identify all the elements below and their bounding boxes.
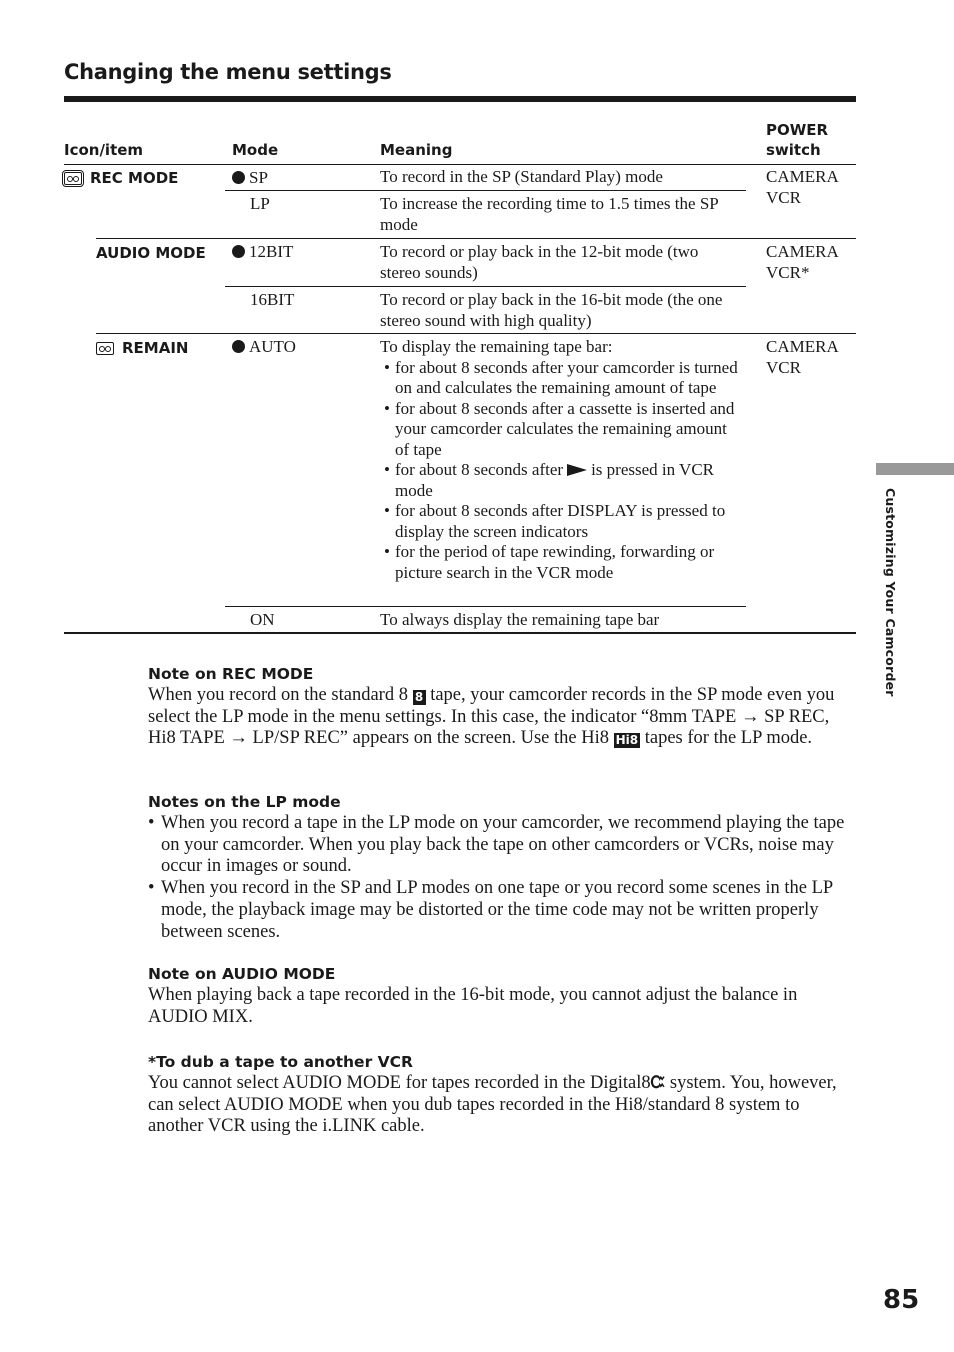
item-rec-mode: REC MODE xyxy=(64,168,178,188)
meaning-16bit: To record or play back in the 16-bit mode (the one stereo sound with high quality) xyxy=(380,290,723,330)
note-text: When you record on the standard 8 8 tape, your camcorder records in the SP mode even you select the LP mode in the menu settings. In this case, the indicator “8mm TAPE → SP REC, Hi8 TAPE → LP/SP REC” appears on the screen. Use the Hi8 Hi8 tapes for the LP mode. xyxy=(148,685,835,749)
note-heading: Note on REC MODE xyxy=(148,665,314,683)
note-lp-mode xyxy=(148,791,858,943)
meaning-auto: To display the remaining tape bar: • for about 8 seconds after your camcorder is turned on and calculates the remaining amount of tape • for about 8 seconds after a cassette is inserted and your camcorder calculates the remaining amount of tape • for about 8 seconds after is pressed in VCR mode • for about 8 seconds after DISPLAY is pressed to display the screen indicators • for the period of tape rewinding, forwarding or picture search in the VCR mode xyxy=(380,337,742,583)
mode-lp: LP xyxy=(250,194,270,213)
list-item: • for about 8 seconds after your camcorder is turned on and calculates the remaining amount of tape xyxy=(380,358,742,399)
note-audio-mode xyxy=(148,963,858,1028)
note-heading: Notes on the LP mode xyxy=(148,793,341,811)
tape-icon xyxy=(64,172,82,185)
row-rule xyxy=(225,606,746,607)
note-rec-mode xyxy=(148,663,858,750)
list-item: • for the period of tape rewinding, forwarding or picture search in the VCR mode xyxy=(380,542,742,583)
mode-sp: SP xyxy=(232,168,268,188)
note-text: You cannot select AUDIO MODE for tapes recorded in the Digital8Ꮸ system. You, however, can select AUDIO MODE when you dub tapes recorded in the Hi8/standard 8 system to another VCR using the i.LINK cable. xyxy=(148,1073,837,1137)
header-meaning: Meaning xyxy=(380,141,453,159)
section-label: Customizing Your Camcorder xyxy=(883,488,898,697)
list-item: • for about 8 seconds after a cassette is inserted and your camcorder calculates the remaining amount of tape xyxy=(380,399,742,461)
mode-16bit: 16BIT xyxy=(250,290,295,309)
note-heading: *To dub a tape to another VCR xyxy=(148,1053,413,1071)
default-dot-icon xyxy=(232,245,245,258)
row-rule xyxy=(96,333,856,334)
power-rec-mode: CAMERA VCR xyxy=(766,167,839,207)
standard8-logo-icon: 8 xyxy=(413,690,426,705)
header-icon-item: Icon/item xyxy=(64,141,144,159)
power-remain: CAMERA VCR xyxy=(766,337,839,377)
list-item: • When you record in the SP and LP modes on one tape or you record some scenes in the LP mode, the playback image may be distorted or the time code may not be written properly between scenes. xyxy=(148,878,858,943)
mode-on: ON xyxy=(250,610,275,629)
header-rule xyxy=(64,164,856,165)
header-mode: Mode xyxy=(232,141,279,159)
meaning-12bit: To record or play back in the 12-bit mode (two stereo sounds) xyxy=(380,242,699,282)
mode-auto: AUTO xyxy=(232,337,296,357)
mode-12bit: 12BIT xyxy=(232,242,293,262)
tape-icon xyxy=(96,342,114,355)
play-icon xyxy=(567,464,587,476)
default-dot-icon xyxy=(232,340,245,353)
list-item: • When you record a tape in the LP mode on your camcorder, we recommend playing the tape on your camcorder. When you play back the tape on other camcorders or VCRs, noise may occur in images or sound. xyxy=(148,813,858,878)
default-dot-icon xyxy=(232,171,245,184)
row-rule xyxy=(96,238,856,239)
auto-conditions-list xyxy=(380,358,742,584)
item-remain: REMAIN xyxy=(96,338,188,358)
meaning-sp: To record in the SP (Standard Play) mode xyxy=(380,167,663,186)
item-audio-mode: AUDIO MODE xyxy=(96,244,206,262)
power-audio-mode: CAMERA VCR* xyxy=(766,242,839,282)
row-rule xyxy=(225,286,746,287)
section-tab-marker xyxy=(876,463,954,475)
note-dub xyxy=(148,1051,858,1138)
meaning-on: To always display the remaining tape bar xyxy=(380,610,660,629)
page-number: 85 xyxy=(883,1285,920,1315)
hi8-logo-icon: Hi8 xyxy=(615,733,639,748)
page-title: Changing the menu settings xyxy=(64,60,392,84)
note-heading: Note on AUDIO MODE xyxy=(148,965,336,983)
row-rule xyxy=(225,190,746,191)
note-list xyxy=(148,813,858,943)
list-item: • for about 8 seconds after DISPLAY is pressed to display the screen indicators xyxy=(380,501,742,542)
note-text: When playing back a tape recorded in the 16-bit mode, you cannot adjust the balance in AUDIO MIX. xyxy=(148,985,798,1027)
digital8-logo-icon: Ꮸ xyxy=(650,1073,666,1093)
header-power-switch: POWER switch xyxy=(766,121,829,159)
title-rule xyxy=(64,96,856,102)
list-item: • for about 8 seconds after is pressed in VCR mode xyxy=(380,460,742,501)
table-bottom-rule xyxy=(64,632,856,634)
meaning-lp: To increase the recording time to 1.5 times the SP mode xyxy=(380,194,719,234)
